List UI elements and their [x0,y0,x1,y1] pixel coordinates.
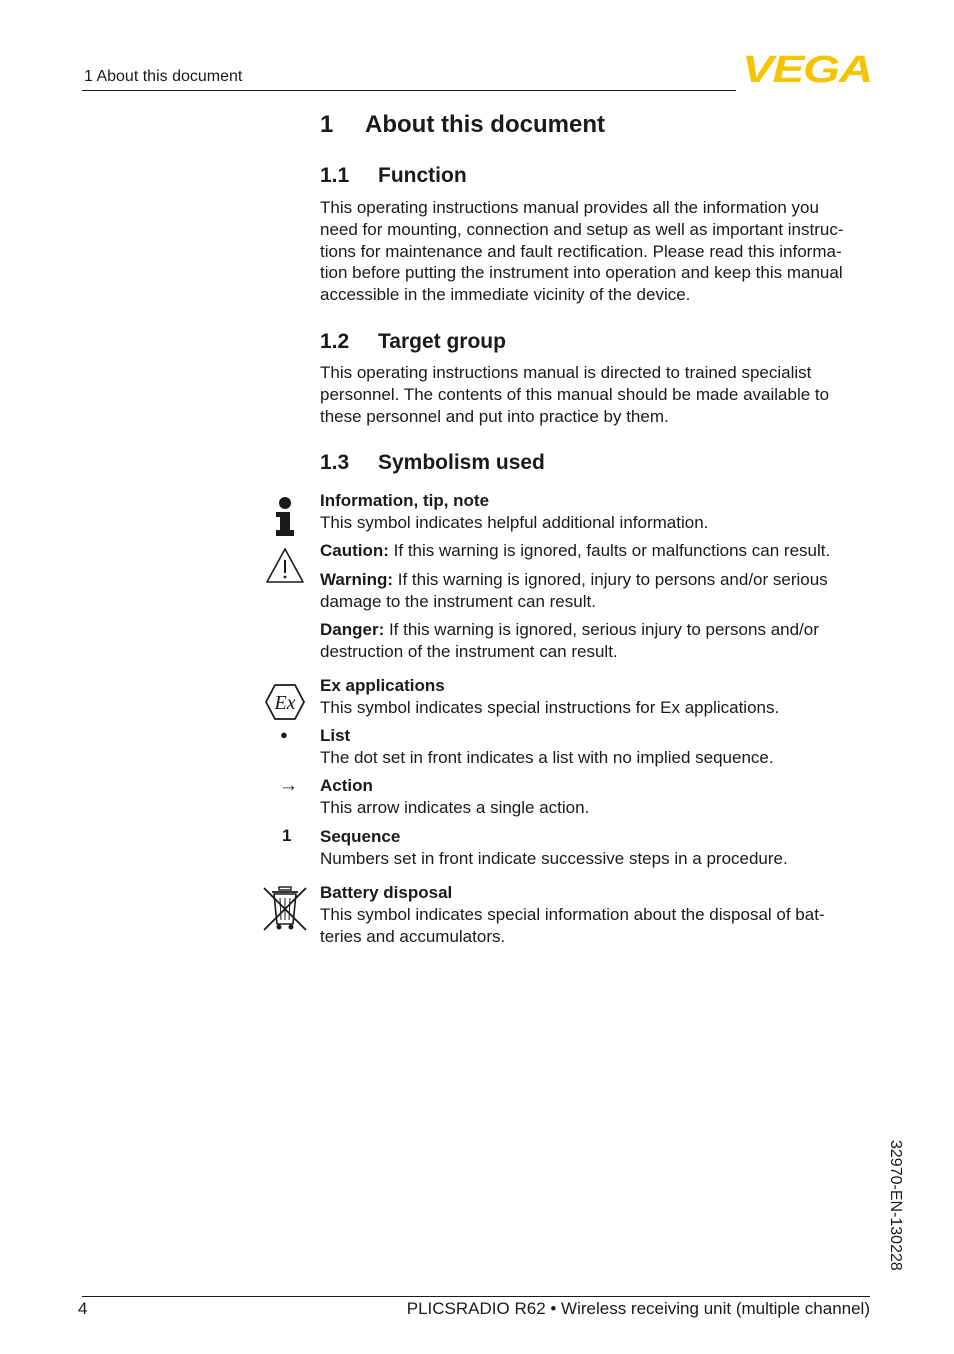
paragraph-line: tion before putting the instrument into operation and keep this manual [320,263,843,283]
svg-text:Ex: Ex [274,692,296,714]
symbol-description: This arrow indicates a single action. [320,797,590,817]
info-icon [274,496,296,538]
warning-label: Warning: [320,570,394,589]
symbol-description: This symbol indicates special instructions for Ex applications. [320,697,780,717]
section-heading-symbolism [320,451,545,475]
warning-text: If this warning is ignored, injury to persons and/or serious [393,570,828,589]
section-number: 1.3 [320,451,350,474]
section-heading-target-group [320,330,506,354]
symbol-description: This symbol indicates helpful additional information. [320,512,709,532]
symbol-sequence [320,826,876,870]
function-paragraph [320,197,876,306]
symbol-battery [320,882,876,947]
symbol-list [320,725,876,769]
danger-label: Danger: [320,620,385,639]
symbol-ex [320,675,876,719]
caution-text: If this warning is ignored, faults or malfunctions can result. [388,541,831,560]
paragraph-line: tions for maintenance and fault rectification. Please read this informa- [320,241,842,261]
warning-line [320,569,876,591]
section-title: Function [378,164,467,187]
caution-label: Caution: [320,541,389,560]
running-header: 1 About this document [84,68,243,85]
symbol-title: Action [320,776,373,795]
symbol-description: This symbol indicates special information about the disposal of bat- [320,904,825,924]
symbol-warning [320,569,876,613]
symbol-title: Sequence [320,827,401,846]
document-id: 32970-EN-130228 [887,1140,904,1271]
symbol-description: The dot set in front indicates a list with no implied sequence. [320,747,774,767]
symbol-description-continued: teries and accumulators. [320,926,506,946]
symbol-title: List [320,726,351,745]
vega-logo [742,52,874,86]
paragraph-line: these personnel and put into practice by them. [320,406,669,426]
symbol-title: Information, tip, note [320,491,490,510]
symbol-description: Numbers set in front indicate successive steps in a procedure. [320,848,788,868]
symbol-title: Ex applications [320,676,445,695]
symbol-danger [320,619,876,663]
crossed-bin-icon [262,884,308,932]
footer-title: PLICSRADIO R62 • Wireless receiving unit (multiple channel) [406,1299,870,1318]
bullet-icon: ● [280,727,288,742]
caution-line [320,540,876,562]
section-number: 1.2 [320,330,350,353]
danger-line [320,619,876,641]
page-number: 4 [78,1299,88,1318]
footer-divider [82,1296,870,1297]
warning-triangle-icon [265,547,305,585]
paragraph-line: accessible in the immediate vicinity of the device. [320,285,691,305]
chapter-number: 1 [320,111,334,138]
arrow-right-icon: → [279,775,298,796]
chapter-title: About this document [365,111,605,138]
svg-text:VEGA: VEGA [742,52,872,86]
paragraph-line: personnel. The contents of this manual should be made available to [320,384,830,404]
target-group-paragraph [320,362,876,427]
section-title: Target group [378,330,506,353]
paragraph-line: need for mounting, connection and setup as well as important instruc- [320,219,844,239]
chapter-heading [320,111,605,139]
danger-text: If this warning is ignored, serious injury to persons and/or [384,620,819,639]
section-heading-function [320,164,467,188]
ex-hexagon-icon [264,683,306,721]
paragraph-line: This operating instructions manual is directed to trained specialist [320,363,812,382]
header-divider [82,90,736,91]
section-title: Symbolism used [378,451,545,474]
danger-text-continued: destruction of the instrument can result. [320,641,618,661]
paragraph-line: This operating instructions manual provides all the information you [320,198,819,217]
symbol-title: Battery disposal [320,883,453,902]
symbol-caution [320,540,876,562]
section-number: 1.1 [320,164,350,187]
warning-text-continued: damage to the instrument can result. [320,591,596,611]
sequence-number-marker: 1 [282,826,292,845]
symbol-action [320,775,876,819]
symbol-info [320,490,876,534]
